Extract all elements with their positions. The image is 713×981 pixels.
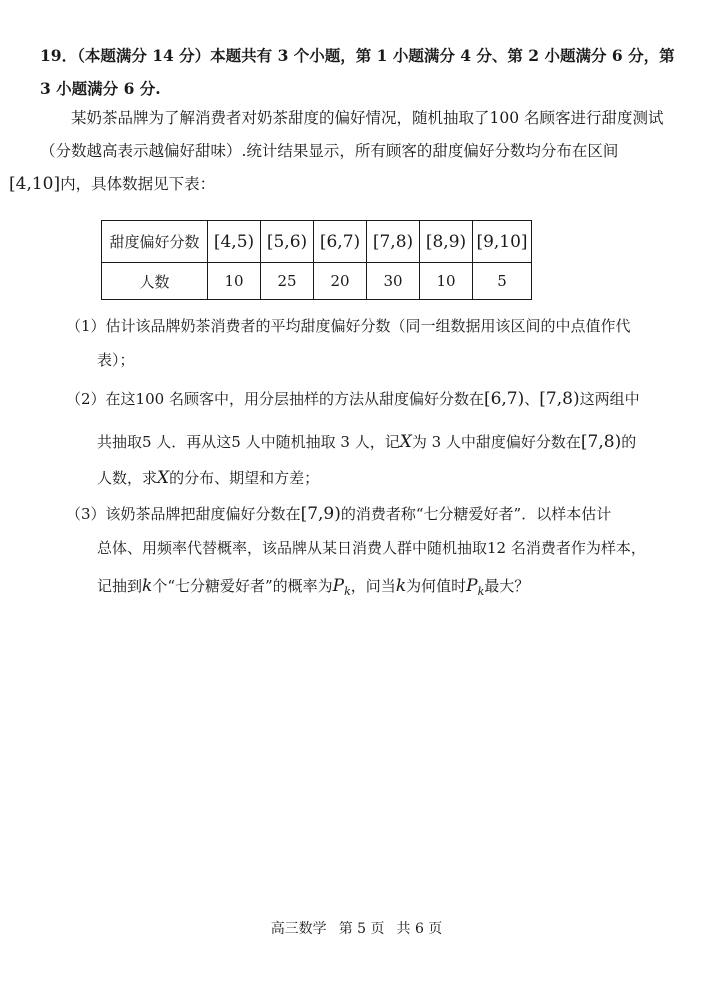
q3-var-k: k xyxy=(395,576,407,596)
count-cell: 20 xyxy=(314,263,367,300)
q2-line-1 xyxy=(66,389,640,409)
problem-intro xyxy=(9,102,680,201)
q3-line-2: 总体、用频率代替概率，该品牌从某日消费人群中随机抽取12 名消费者作为样本， xyxy=(97,539,646,557)
score-table xyxy=(101,220,532,300)
table-header-count: 人数 xyxy=(102,263,208,300)
interval-cell: [4,5) xyxy=(208,221,261,263)
interval-cell: [9,10] xyxy=(473,221,532,263)
q2-text-2a: 共抽取5 人．再从这5 人中随机抽取 3 人，记 xyxy=(97,433,400,451)
interval-cell: [6,7) xyxy=(314,221,367,263)
footer-total: 共 6 页 xyxy=(396,921,443,937)
q3-number: （3） xyxy=(66,505,106,523)
q3-text-1b: 的消费者称“七分糖爱好者”．以样本估计 xyxy=(340,505,612,523)
q3-sub-k: k xyxy=(477,585,485,598)
table-row-counts xyxy=(102,263,532,300)
q2-text-3a: 人数，求 xyxy=(97,469,158,487)
intro-interval: [4,10] xyxy=(9,174,61,194)
q2-text-3b: 的分布、期望和方差； xyxy=(169,469,320,487)
intro-line-3-rest: 内，具体数据见下表： xyxy=(60,175,216,193)
title-line-2: 3 小题满分 6 分. xyxy=(40,79,161,98)
q1-number: （1） xyxy=(66,317,106,335)
table-header-score: 甜度偏好分数 xyxy=(102,221,208,263)
count-cell: 10 xyxy=(208,263,261,300)
q2-interval-b: [7,8) xyxy=(539,389,580,409)
q2-text-2b: 为 3 人中甜度偏好分数在 xyxy=(411,433,581,451)
page-footer xyxy=(0,918,713,938)
q3-var-k: k xyxy=(142,576,153,596)
count-cell: 10 xyxy=(420,263,473,300)
title-line-1: 19．（本题满分 14 分）本题共有 3 个小题，第 1 小题满分 4 分、第 2 小题满分 6 分，第 xyxy=(40,46,675,65)
count-cell: 5 xyxy=(473,263,532,300)
q1-line-1 xyxy=(66,316,631,336)
q1-text-1: 估计该品牌奶茶消费者的平均甜度偏好分数（同一组数据用该区间的中点值作代 xyxy=(105,317,631,335)
q2-number: （2） xyxy=(66,390,106,408)
count-cell: 25 xyxy=(261,263,314,300)
q2-line-2 xyxy=(97,432,636,452)
q3-text-3a: 记抽到 xyxy=(97,577,143,595)
intro-line-2: 试（分数越高表示越偏好甜味）.统计结果显示，所有顾客的甜度偏好分数均分布在区间 xyxy=(40,109,664,160)
footer-subject: 高三数学 xyxy=(270,921,327,937)
q2-interval-a: [6,7) xyxy=(483,389,525,409)
table-row-scores xyxy=(102,221,532,263)
interval-cell: [5,6) xyxy=(261,221,314,263)
q3-sub-k: k xyxy=(344,585,351,598)
interval-cell: [7,8) xyxy=(367,221,420,263)
q2-text-1c: 这两组中 xyxy=(579,390,640,408)
q2-interval-c: [7,8) xyxy=(580,432,622,452)
intro-line-1: 某奶茶品牌为了解消费者对奶茶甜度的偏好情况，随机抽取了100 名顾客进行甜度测 xyxy=(71,109,649,127)
q3-var-p: P xyxy=(466,576,478,596)
q1-line-2: 表）； xyxy=(97,351,135,369)
problem-title xyxy=(40,39,680,105)
q3-line-1 xyxy=(66,504,611,524)
q2-var-x: X xyxy=(157,468,170,488)
q3-var-p: P xyxy=(332,576,345,596)
q3-text-3d: 为何值时 xyxy=(406,577,467,595)
q3-text-3e: 最大？ xyxy=(484,577,530,595)
q3-text-3c: ，问当 xyxy=(350,577,396,595)
interval-cell: [8,9) xyxy=(420,221,473,263)
count-cell: 30 xyxy=(367,263,420,300)
q3-text-1a: 该奶茶品牌把甜度偏好分数在 xyxy=(105,505,301,523)
q3-line-3 xyxy=(97,576,529,602)
q2-text-1a: 在这100 名顾客中，用分层抽样的方法从甜度偏好分数在 xyxy=(105,390,484,408)
q3-text-3b: 个“七分糖爱好者”的概率为 xyxy=(152,577,333,595)
q2-text-1b: 、 xyxy=(524,390,540,408)
footer-page: 第 5 页 xyxy=(338,921,385,937)
q2-text-2c: 的 xyxy=(621,433,637,451)
q3-interval: [7,9) xyxy=(300,504,341,524)
intro-line-3 xyxy=(9,168,215,201)
q2-line-3 xyxy=(97,468,319,488)
q2-var-x: X xyxy=(399,432,412,452)
